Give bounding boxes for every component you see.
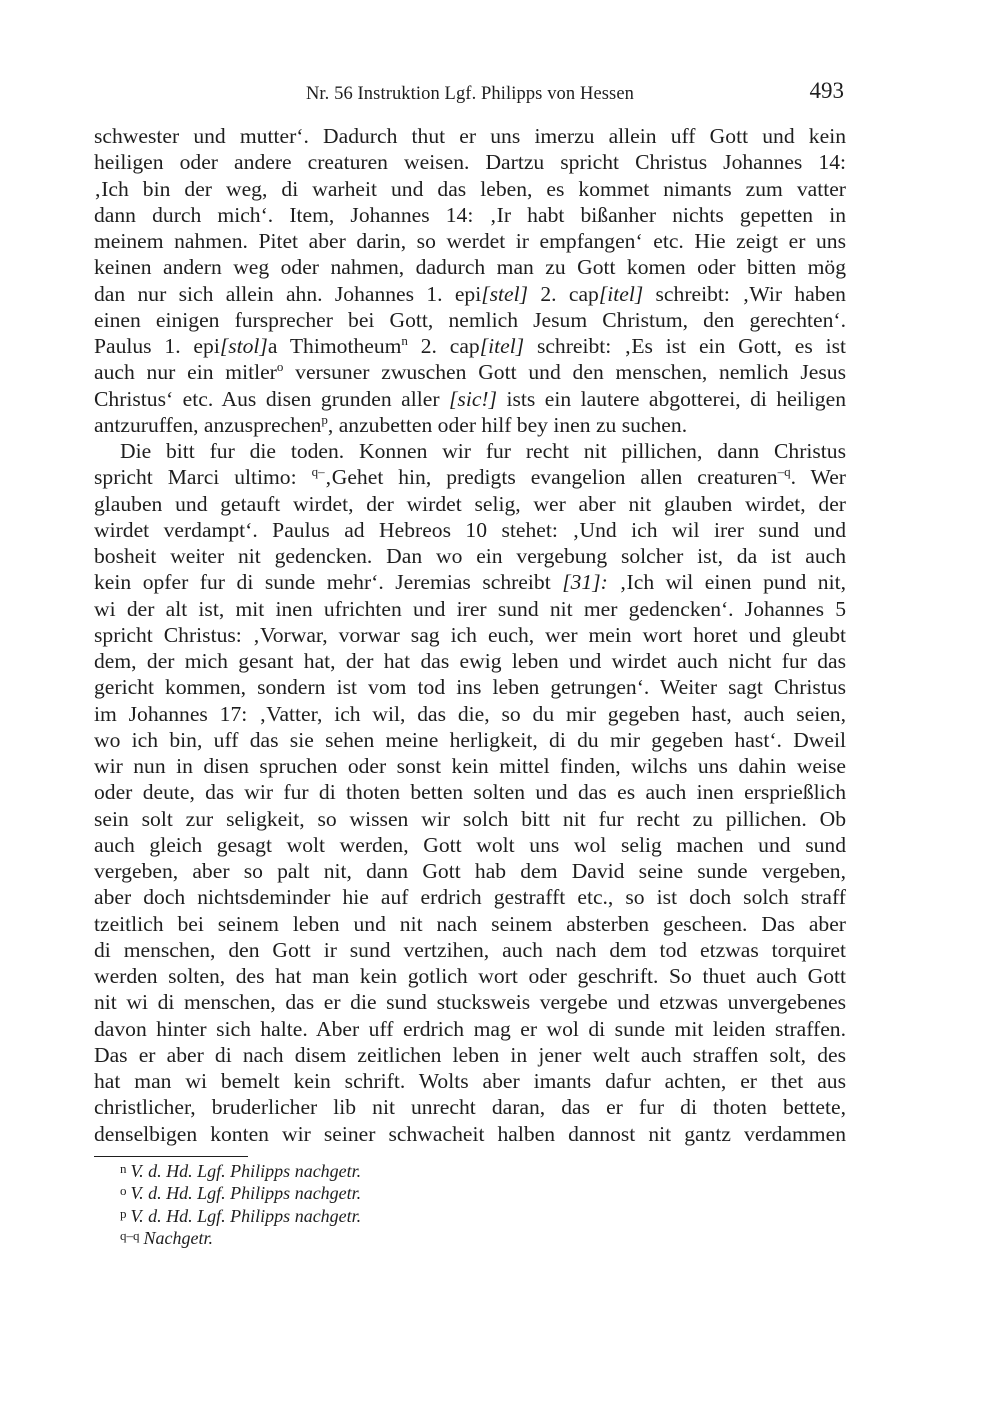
- text-segment: Christus‘ etc. Aus disen grunden aller: [94, 386, 450, 411]
- text-line: [94, 806, 846, 832]
- editorial-insertion: [itel]: [479, 334, 525, 358]
- text-line: [94, 753, 846, 779]
- text-segment: vergeben, aber so palt nit, dann Gott hab dem David seine sunde vergeben,: [94, 859, 846, 883]
- footnote: [120, 1160, 720, 1182]
- text-segment: werden solten, des hat man kein gotlich wort oder geschrift. So thuet auch Gott: [94, 964, 846, 988]
- text-segment: kein opfer fur di sunde mehr‘. Jeremias schreibt: [94, 570, 563, 595]
- editorial-insertion: [stol]: [219, 334, 268, 358]
- text-segment: Die bitt fur die toden. Konnen wir fur recht nit pillichen, dann Christus: [120, 439, 846, 463]
- text-segment: Das er aber di nach disem zeitlichen leben in jener welt auch straffen solt, des: [94, 1042, 846, 1067]
- text-segment: hat man wi bemelt kein schrift. Wolts aber imants dafur achten, er thet aus: [94, 1069, 846, 1093]
- footnotes: [120, 1160, 720, 1249]
- text-line: [94, 491, 846, 517]
- text-segment: dann durch mich‘. Item, Johannes 14: ‚Ir habt bißanher nichts gepetten in: [94, 202, 846, 227]
- text-line: [94, 228, 846, 254]
- body-text: [94, 123, 846, 1147]
- text-segment: nit wi di menschen, das er die sund stucksweis vergebe und etzwas unvergebenes: [94, 990, 846, 1015]
- text-line: [94, 333, 846, 359]
- text-segment: wi der alt ist, mit inen ufrichten und irer sund nit mer gedencken‘. Johannes 5: [94, 596, 846, 621]
- text-segment: im Johannes 17: ‚Vatter, ich wil, das die, so du mir gegeben hast, auch seien,: [94, 701, 846, 726]
- text-line: [94, 412, 846, 438]
- editorial-insertion: [stel]: [481, 281, 529, 306]
- text-line: [94, 832, 846, 858]
- footnote: [120, 1205, 720, 1227]
- footnote-text: Nachgetr.: [143, 1227, 213, 1248]
- note-marker: q–: [311, 464, 325, 480]
- text-line: [94, 727, 846, 753]
- text-line: [94, 307, 846, 333]
- text-line: [94, 858, 846, 884]
- text-segment: schreibt: ‚Es ist ein Gott, es ist: [524, 334, 846, 358]
- text-segment: spricht Christus: ‚Vorwar, vorwar sag ich euch, wer mein wort horet und gleubt: [94, 622, 846, 647]
- text-line: [94, 701, 846, 727]
- text-line: [94, 386, 846, 412]
- note-marker: o: [276, 359, 284, 375]
- text-segment: dan nur sich allein ahn. Johannes 1. epi: [94, 281, 482, 306]
- text-line: [94, 438, 846, 464]
- text-line: [94, 596, 846, 622]
- footnote-text: V. d. Hd. Lgf. Philipps nachgetr.: [130, 1205, 362, 1226]
- footnote-mark: o: [120, 1183, 127, 1199]
- text-segment: einen einigen fursprecher bei Gott, nemlich Jesum Christum, den gerechten‘.: [94, 307, 846, 332]
- text-segment: 2. cap: [528, 281, 599, 306]
- footnote-text: V. d. Hd. Lgf. Philipps nachgetr.: [130, 1161, 362, 1181]
- text-segment: christlicher, bruderlicher lib nit unrecht daran, das er fur di thoten bettete,: [94, 1095, 846, 1120]
- note-marker: n: [401, 333, 408, 348]
- text-line: [94, 517, 846, 543]
- text-segment: antzuruffen, anzusprechen: [94, 412, 322, 437]
- text-line: [94, 202, 846, 228]
- text-line: [94, 1068, 846, 1094]
- text-line: [94, 911, 846, 937]
- text-segment: denselbigen konten wir seiner schwacheit halben dannost nit gantz verdammen: [94, 1121, 846, 1146]
- text-segment: , anzubetten oder hilf bey inen zu suchen.: [327, 412, 688, 437]
- text-segment: auch gleich gesagt wolt werden, Gott wolt uns wol selig machen und sund: [94, 832, 846, 857]
- note-marker: p: [321, 411, 328, 427]
- text-segment: schreibt: ‚Wir haben: [643, 281, 846, 306]
- footnote: [120, 1227, 720, 1249]
- text-segment: sein solt zur seligkeit, so wissen wir solch bitt nit fur recht zu pillichen. Ob: [94, 806, 846, 831]
- text-segment: aber doch nichtsdeminder hie auf erdrich gestrafft etc., so ist doch solch straff: [94, 885, 846, 910]
- text-segment: ‚Ich bin der weg, di warheit und das leben, es kommet nimants zum vatter: [94, 176, 846, 201]
- text-segment: 2. cap: [407, 334, 480, 358]
- editorial-insertion: [31]:: [562, 570, 608, 595]
- text-segment: wirdet verdampt‘. Paulus ad Hebreos 10 stehet: ‚Und ich wil irer sund und: [94, 517, 846, 542]
- text-line: [94, 937, 846, 963]
- text-segment: ists ein lautere abgotterei, di heiligen: [497, 386, 846, 411]
- text-line: [94, 1016, 846, 1042]
- text-line: [94, 1094, 846, 1120]
- text-segment: dem, der mich gesant hat, der hat das ewig leben und wirdet auch nicht fur das: [94, 649, 846, 673]
- text-segment: wir nun in disen spruchen oder sonst kein mittel finden, wilchs uns dahin weise: [94, 754, 846, 778]
- footnote-text: V. d. Hd. Lgf. Philipps nachgetr.: [130, 1183, 362, 1204]
- text-line: [94, 1042, 846, 1068]
- text-segment: spricht Marci ultimo:: [94, 465, 312, 490]
- footnote-mark: q–q: [120, 1227, 140, 1243]
- text-segment: heiligen oder andere creaturen weisen. Dartzu spricht Christus Johannes 14:: [94, 150, 846, 175]
- text-line: [94, 281, 846, 307]
- text-segment: tzeitlich bei seinem leben und nit nach seinem absterben gescheen. Das aber: [94, 911, 846, 936]
- text-segment: a Thimotheum: [267, 334, 402, 358]
- text-segment: . Wer: [790, 465, 846, 490]
- text-line: [94, 674, 846, 700]
- running-title: Nr. 56 Instruktion Lgf. Philipps von Hessen: [305, 84, 635, 104]
- text-line: [94, 1121, 846, 1147]
- text-line: [94, 989, 846, 1015]
- text-line: [94, 149, 846, 175]
- text-line: [94, 963, 846, 989]
- text-segment: Paulus 1. epi: [94, 334, 220, 358]
- text-line: [94, 176, 846, 202]
- text-segment: ‚Gehet hin, predigts evangelion allen creaturen: [324, 465, 778, 490]
- editorial-insertion: [sic!]: [449, 386, 498, 411]
- text-line: [94, 569, 846, 595]
- text-segment: meinem nahmen. Pitet aber darin, so werdet ir empfangen‘ etc. Hie zeigt er uns: [94, 229, 846, 253]
- footnote: [120, 1182, 720, 1204]
- editorial-insertion: [itel]: [598, 281, 644, 306]
- text-segment: bosheit weiter nit gedencken. Dan wo ein vergebung solcher ist, da ist auch: [94, 544, 846, 568]
- text-segment: versuner zwuschen Gott und den menschen, nemlich Jesus: [283, 360, 846, 385]
- text-line: [94, 648, 846, 674]
- text-line: [94, 779, 846, 805]
- note-marker: –q: [777, 464, 791, 480]
- text-line: [94, 254, 846, 280]
- text-segment: davon hinter sich halte. Aber uff erdrich mag er wol di sunde mit leiden straffen.: [94, 1016, 846, 1041]
- text-line: [94, 543, 846, 569]
- footnote-mark: n: [120, 1161, 127, 1176]
- text-line: [94, 123, 846, 149]
- running-head: [94, 76, 846, 110]
- text-segment: di menschen, den Gott ir sund vertzihen, auch nach dem tod etzwas torquiret: [94, 937, 846, 962]
- text-line: [94, 884, 846, 910]
- text-segment: auch nur ein mitler: [94, 360, 277, 385]
- text-segment: oder deute, das wir fur di thoten betten solten und das es auch inen ersprießlich: [94, 780, 846, 805]
- text-line: [94, 359, 846, 385]
- footnote-rule: [94, 1156, 248, 1157]
- text-segment: ‚Ich wil einen pund nit,: [607, 570, 846, 595]
- text-segment: keinen andern weg oder nahmen, dadurch man zu Gott komen oder bitten mög: [94, 255, 846, 280]
- text-line: [94, 464, 846, 490]
- text-segment: gericht kommen, sondern ist vom tod ins leben getrungen‘. Weiter sagt Christus: [94, 675, 846, 700]
- text-line: [94, 622, 846, 648]
- text-segment: schwester und mutter‘. Dadurch thut er uns imerzu allein uff Gott und kein: [94, 124, 846, 148]
- text-segment: glauben und getauft wirdet, der wirdet selig, wer aber nit glauben wirdet, der: [94, 491, 846, 516]
- page-number: 493: [809, 78, 844, 103]
- footnote-mark: p: [120, 1205, 127, 1221]
- text-segment: wo ich bin, uff das sie sehen meine herligkeit, di du mir gegeben hast‘. Dweil: [94, 727, 846, 752]
